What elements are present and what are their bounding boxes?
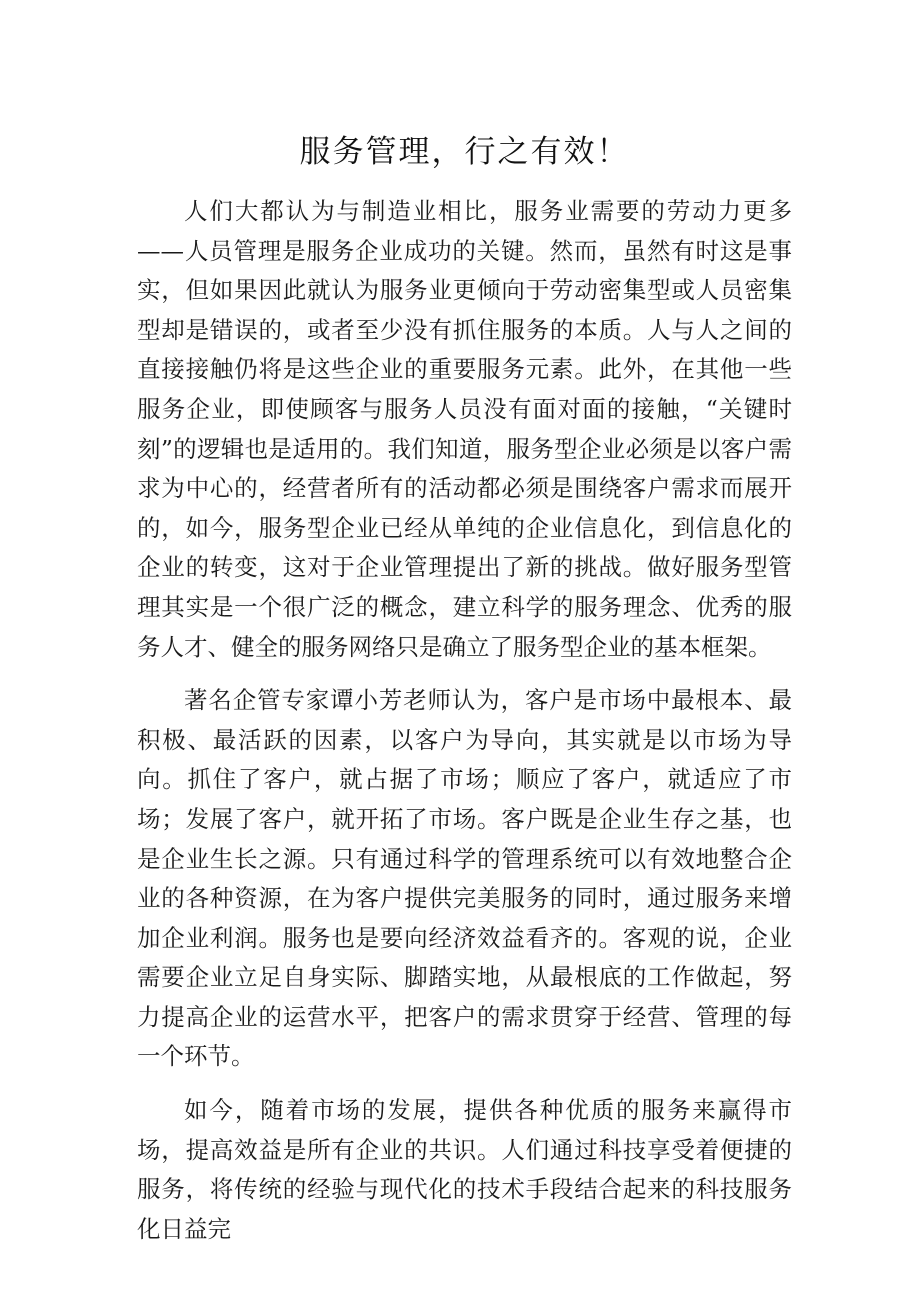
paragraph-intro: 人们大都认为与制造业相比，服务业需要的劳动力更多——人员管理是服务企业成功的关键。然而，虽然有时这是事实，但如果因此就认为服务业更倾向于劳动密集型或人员密集型却是错误的，或者至少没有抓住服务的本质。人与人之间的直接接触仍将是这些企业的重要服务元素。此外，在其他一些服务企业，即使顾客与服务人员没有面对面的接触，“关键时刻”的逻辑也是适用的。我们知道，服务型企业必须是以客户需求为中心的，经营者所有的活动都必须是围绕客户需求而展开的，如今，服务型企业已经从单纯的企业信息化，到信息化的企业的转变，这对于企业管理提出了新的挑战。做好服务型管理其实是一个很广泛的概念，建立科学的服务理念、优秀的服务人才、健全的服务网络只是确立了服务型企业的基本框架。: [137, 197, 792, 661]
document-page: [137, 128, 792, 1263]
paragraph-market-development: 如今，随着市场的发展，提供各种优质的服务来赢得市场，提高效益是所有企业的共识。人们通过科技享受着便捷的服务，将传统的经验与现代化的技术手段结合起来的科技服务化日益完: [137, 1096, 792, 1243]
document-title: 服务管理，行之有效！: [299, 134, 630, 170]
paragraph-expert-view: 著名企管专家谭小芳老师认为，客户是市场中最根本、最积极、最活跃的因素，以客户为导向，其实就是以市场为导向。抓住了客户，就占据了市场；顺应了客户，就适应了市场；发展了客户，就开拓了市场。客户既是企业生存之基，也是企业生长之源。只有通过科学的管理系统可以有效地整合企业的各种资源，在为客户提供完美服务的同时，通过服务来增加企业利润。服务也是要向经济效益看齐的。客观的说，企业需要企业立足自身实际、脚踏实地，从最根底的工作做起，努力提高企业的运营水平，把客户的需求贯穿于经营、管理的每一个环节。: [137, 686, 792, 1071]
